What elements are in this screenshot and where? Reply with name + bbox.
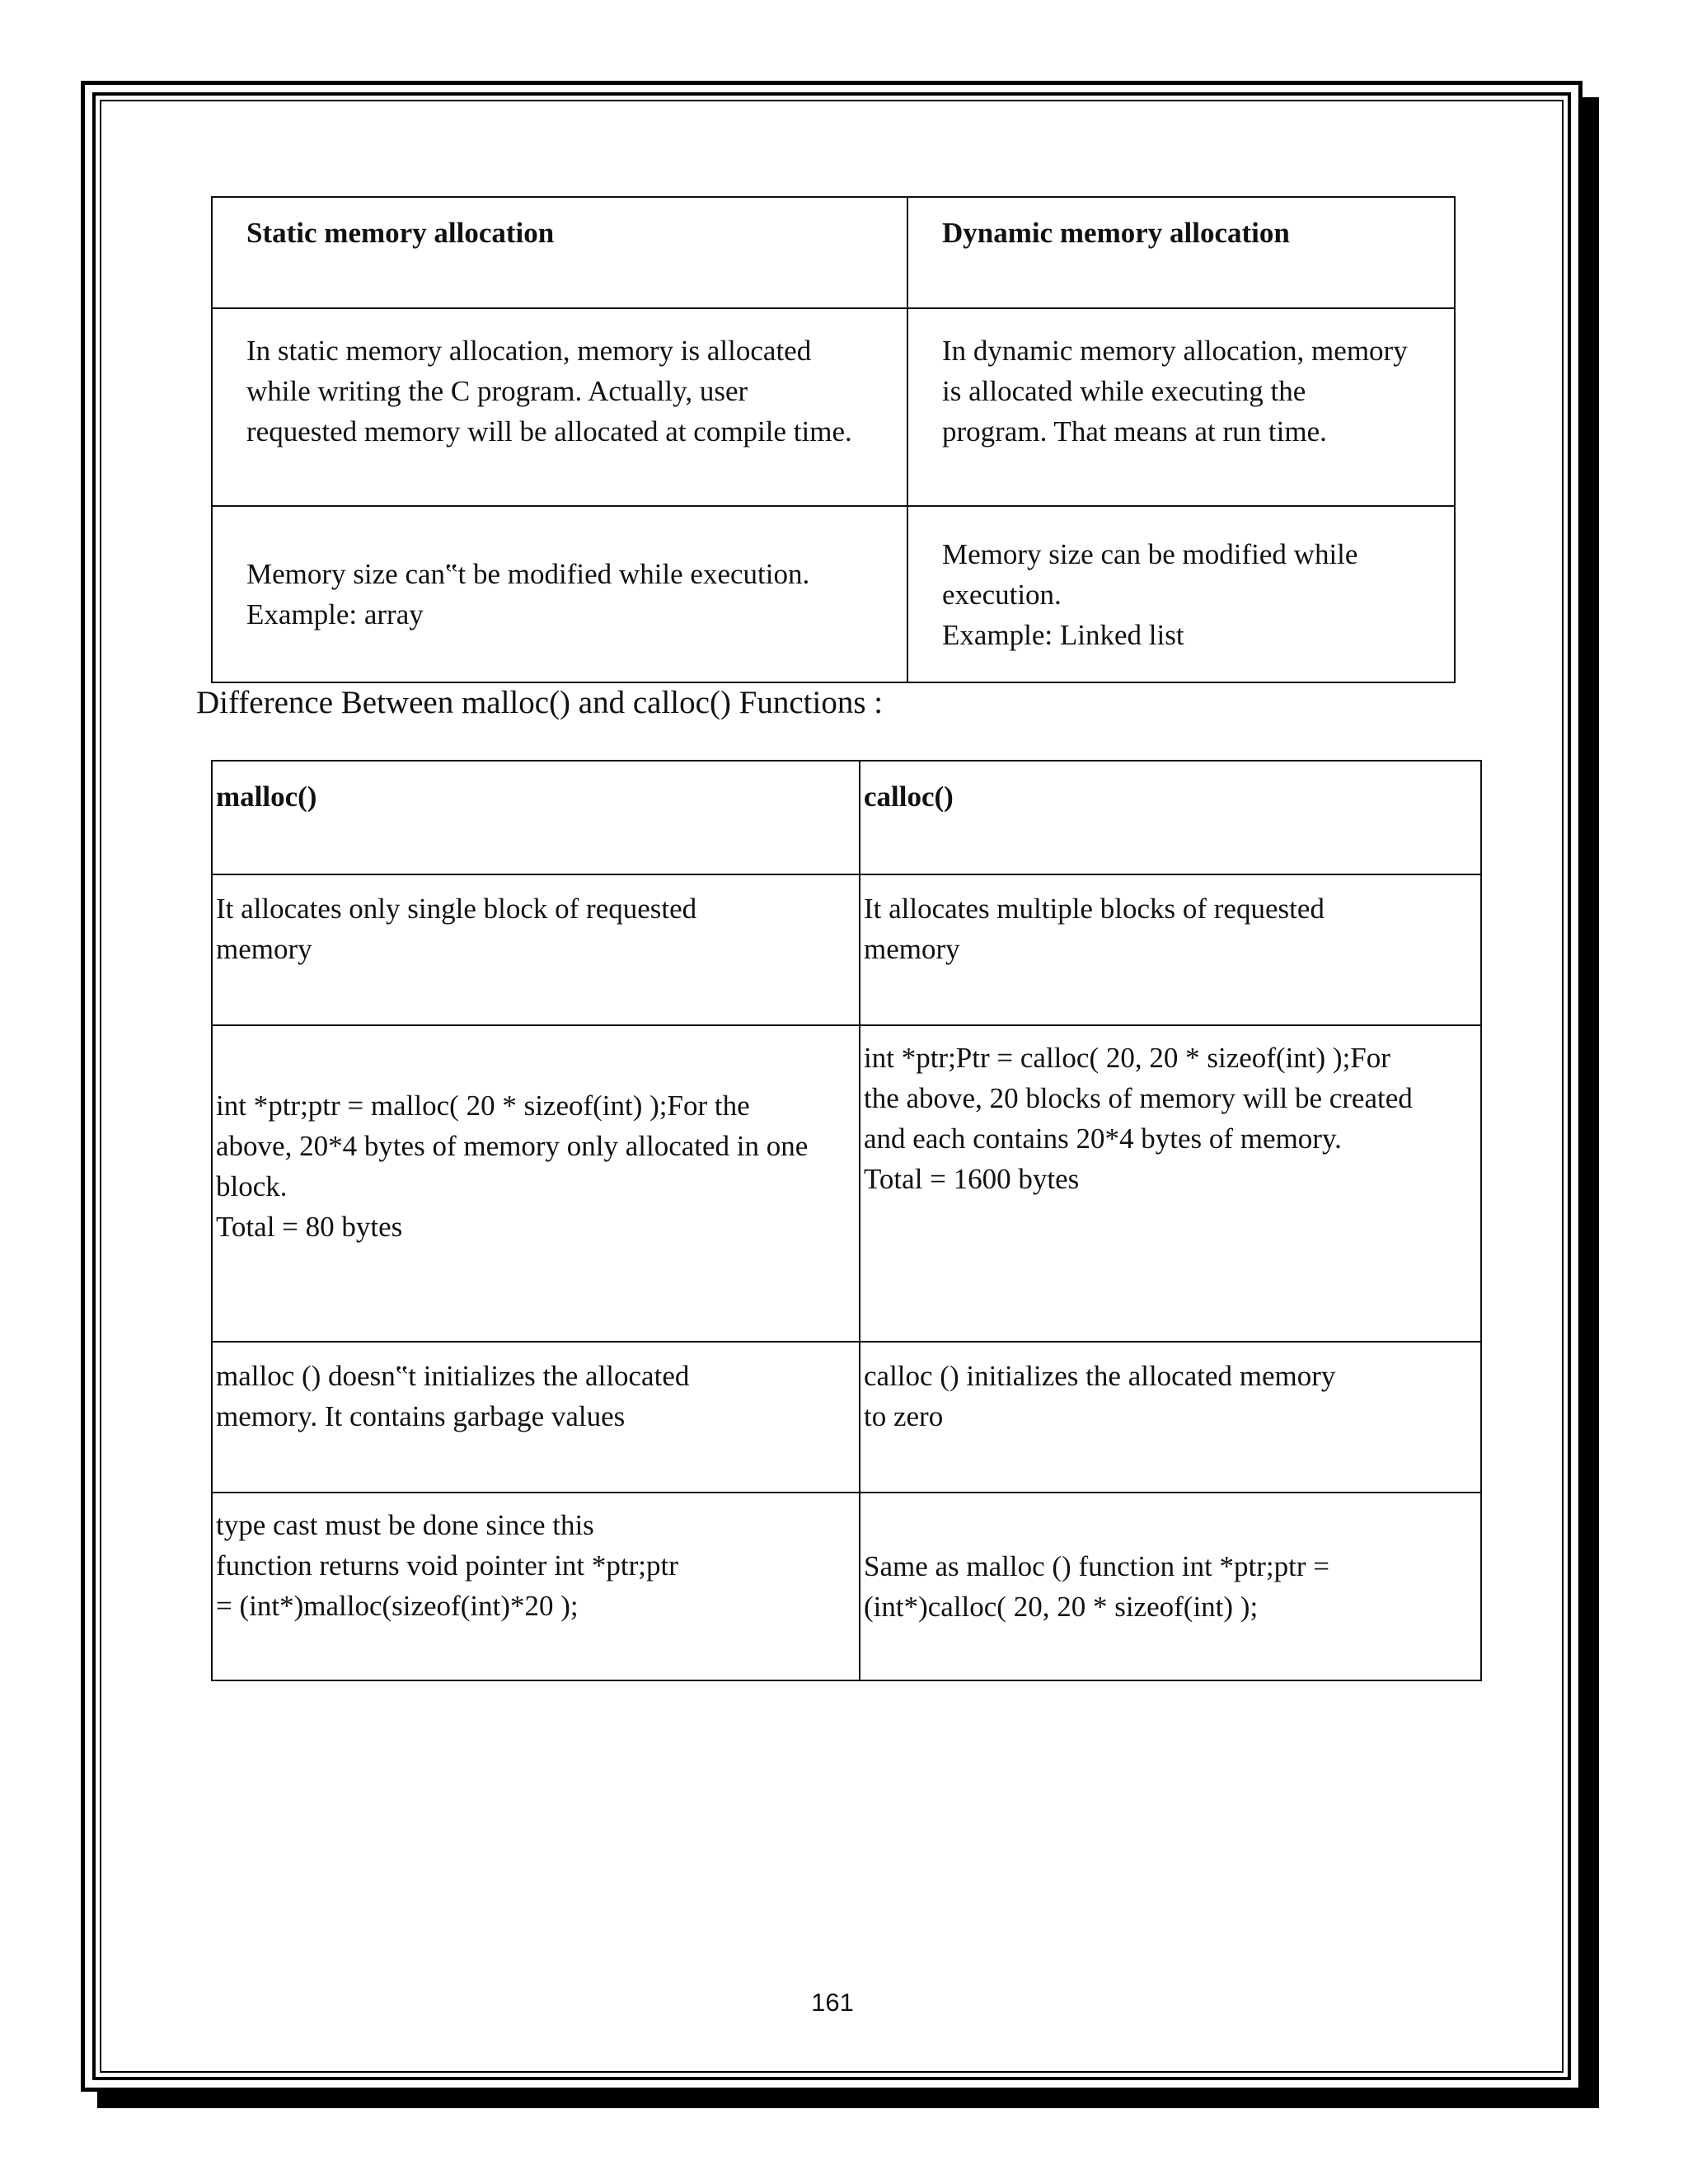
header-calloc: calloc() bbox=[860, 761, 1481, 874]
table-header-row bbox=[212, 761, 1481, 874]
section-heading: Difference Between malloc() and calloc() Functions : bbox=[196, 685, 884, 720]
table-row bbox=[212, 1025, 1481, 1342]
cell-calloc-example: int *ptr;Ptr = calloc( 20, 20 * sizeof(int) );For the above, 20 blocks of memory will be created and each contains 20*4 bytes of memory. Total = 1600 bytes bbox=[860, 1025, 1481, 1342]
cell-malloc-typecast: type cast must be done since this function returns void pointer int *ptr;ptr = (int*)malloc(sizeof(int)*20 ); bbox=[212, 1493, 860, 1680]
page-number: 161 bbox=[811, 1988, 854, 2017]
cell-dynamic-definition: In dynamic memory allocation, memory is allocated while executing the program. That means at run time. bbox=[907, 308, 1455, 506]
header-dynamic: Dynamic memory allocation bbox=[907, 197, 1455, 308]
cell-malloc-blocks: It allocates only single block of requested memory bbox=[212, 874, 860, 1025]
cell-malloc-example: int *ptr;ptr = malloc( 20 * sizeof(int) );For the above, 20*4 bytes of memory only allocated in one block. Total = 80 bytes bbox=[212, 1025, 860, 1342]
cell-static-size: Memory size can‟t be modified while execution. Example: array bbox=[212, 506, 907, 682]
header-static: Static memory allocation bbox=[212, 197, 907, 308]
header-malloc: malloc() bbox=[212, 761, 860, 874]
cell-calloc-typecast: Same as malloc () function int *ptr;ptr = (int*)calloc( 20, 20 * sizeof(int) ); bbox=[860, 1493, 1481, 1680]
table-row bbox=[212, 506, 1455, 682]
malloc-vs-calloc-table bbox=[211, 760, 1482, 1681]
table-row bbox=[212, 1342, 1481, 1493]
table-header-row bbox=[212, 197, 1455, 308]
table-row bbox=[212, 308, 1455, 506]
cell-calloc-init: calloc () initializes the allocated memory to zero bbox=[860, 1342, 1481, 1493]
cell-dynamic-size: Memory size can be modified while execution. Example: Linked list bbox=[907, 506, 1455, 682]
cell-calloc-blocks: It allocates multiple blocks of requested memory bbox=[860, 874, 1481, 1025]
cell-static-definition: In static memory allocation, memory is allocated while writing the C program. Actually, user requested memory will be allocated at compile time. bbox=[212, 308, 907, 506]
table-row bbox=[212, 1493, 1481, 1680]
static-vs-dynamic-table bbox=[211, 196, 1456, 683]
table-row bbox=[212, 874, 1481, 1025]
cell-malloc-init: malloc () doesn‟t initializes the allocated memory. It contains garbage values bbox=[212, 1342, 860, 1493]
